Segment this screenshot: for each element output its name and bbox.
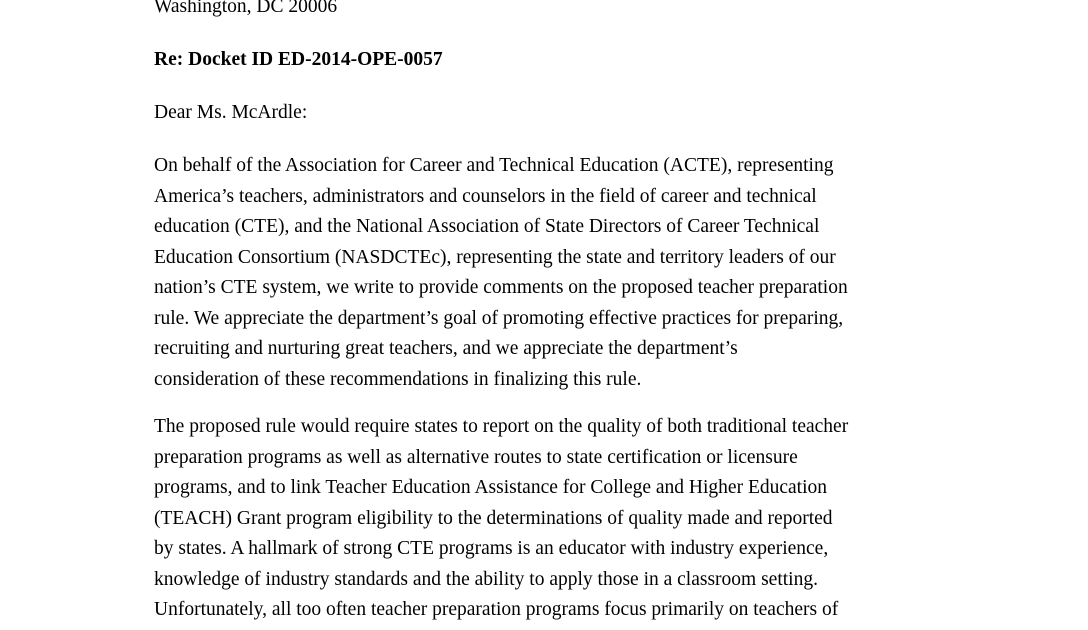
re-docket-line: Re: Docket ID ED-2014-OPE-0057: [154, 49, 443, 70]
paragraph-line: nation’s CTE system, we write to provide comments on the proposed teacher preparation: [154, 277, 848, 298]
address-line: Washington, DC 20006: [154, 0, 338, 17]
paragraph-line: education (CTE), and the National Association of State Directors of Career Technical: [154, 216, 820, 237]
salutation: Dear Ms. McArdle:: [154, 102, 308, 123]
paragraph-line: by states. A hallmark of strong CTE programs is an educator with industry experience,: [154, 538, 829, 559]
paragraph-line: rule. We appreciate the department’s goal of promoting effective practices for preparing,: [154, 307, 844, 329]
paragraph-line: knowledge of industry standards and the ability to apply those in a classroom setting.: [154, 568, 818, 590]
paragraph-line: The proposed rule would require states to report on the quality of both traditional teacher: [154, 416, 849, 437]
paragraph-line: America’s teachers, administrators and counselors in the field of career and technical: [154, 185, 817, 207]
paragraph-intro: [154, 151, 944, 395]
paragraph-line: (TEACH) Grant program eligibility to the determinations of quality made and reported: [154, 507, 833, 529]
paragraph-line: On behalf of the Association for Career and Technical Education (ACTE), representing: [154, 155, 834, 176]
paragraph-line: Unfortunately, all too often teacher preparation programs focus primarily on teachers of: [154, 599, 839, 620]
paragraph-line: preparation programs as well as alternative routes to state certification or licensure: [154, 446, 798, 468]
letter-body: [154, 0, 944, 630]
paragraph-line: Education Consortium (NASDCTEc), representing the state and territory leaders of our: [154, 246, 836, 268]
paragraph-line: recruiting and nurturing great teachers, and we appreciate the department’s: [154, 338, 738, 359]
paragraph-proposed-rule: [154, 412, 944, 626]
paragraph-line: programs, and to link Teacher Education Assistance for College and Higher Education: [154, 477, 827, 498]
paragraph-line: consideration of these recommendations in finalizing this rule.: [154, 368, 642, 390]
